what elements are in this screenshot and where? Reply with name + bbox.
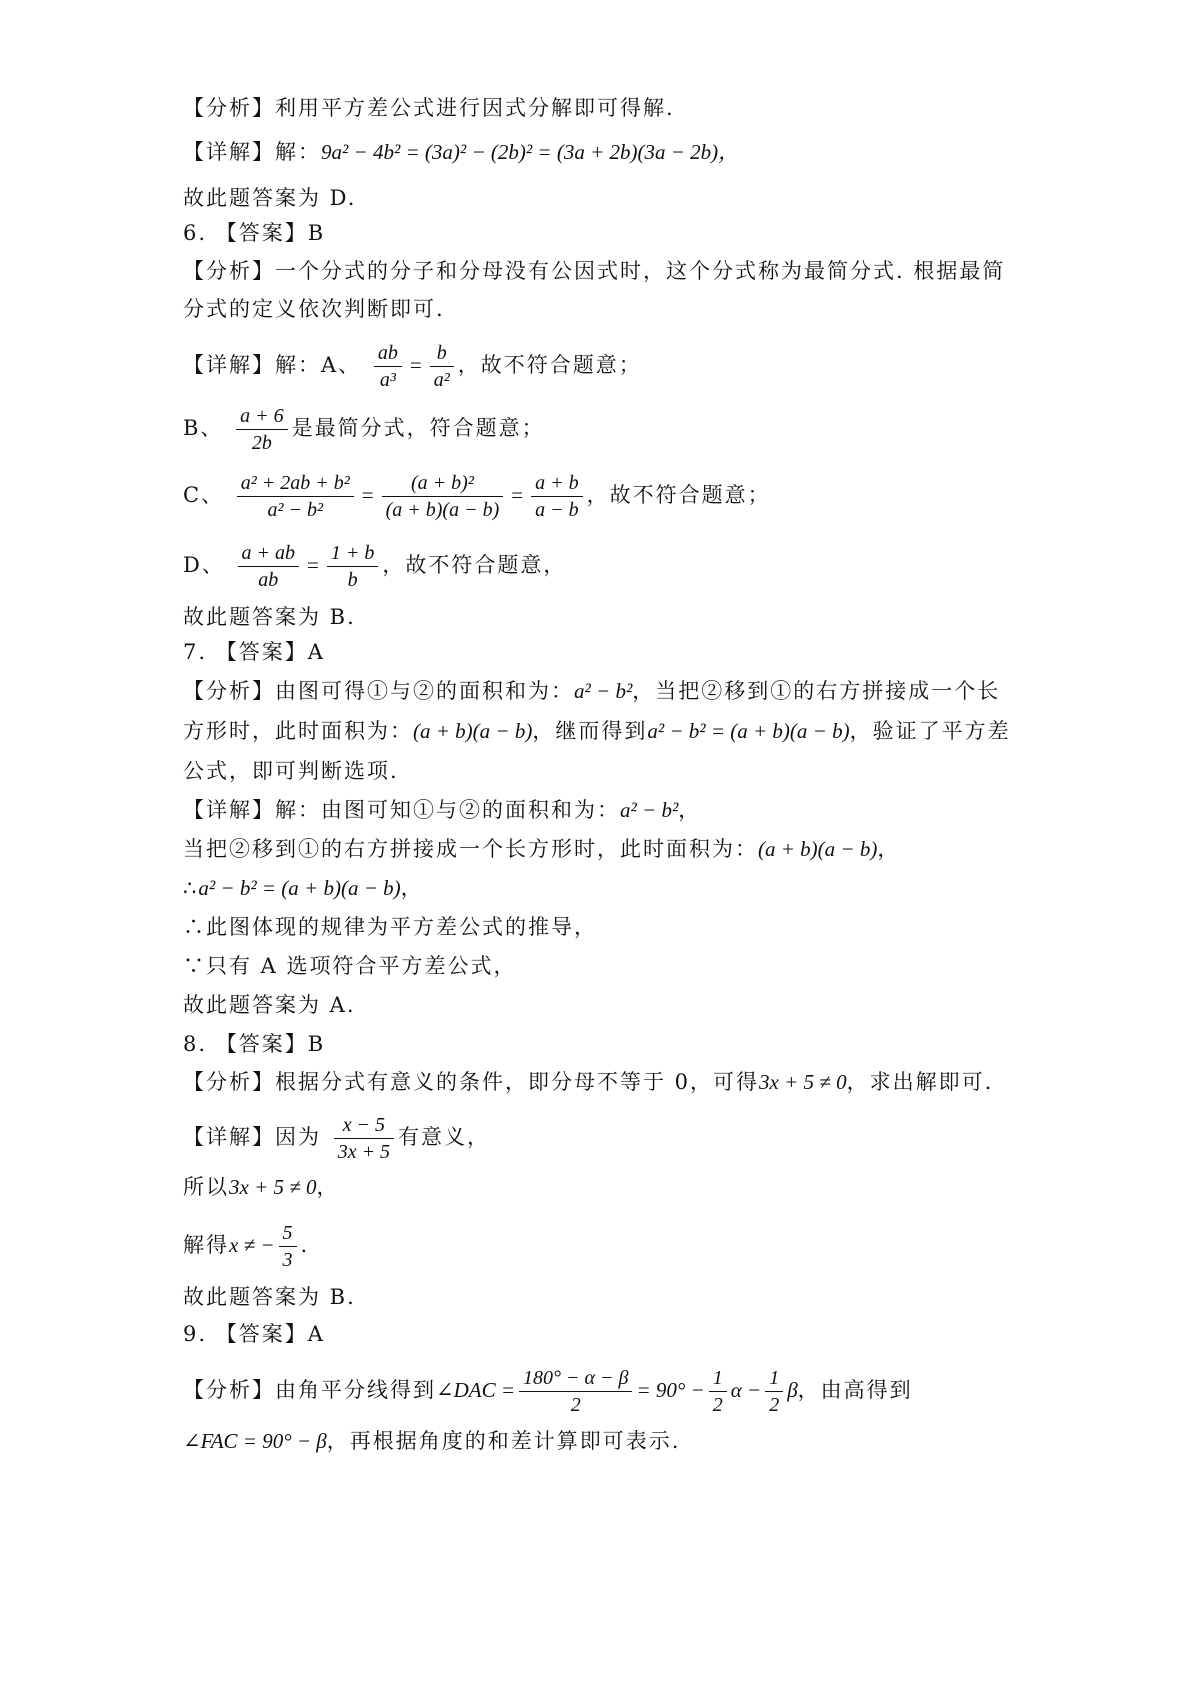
text-line: 方形时，此时面积为：(a + b)(a − b)，继而得到a² − b² = (a + b)(a − b)，验证了平方差 (183, 719, 1011, 743)
text-line: ∵只有 A 选项符合平方差公式， (183, 954, 517, 978)
fraction: $\frac{a + ab}{ab}$ (238, 540, 300, 593)
fraction: $\frac{5}{3}$ (279, 1220, 297, 1273)
fraction: $\frac{180^\circ - \alpha - \beta}{2}$ (519, 1365, 632, 1418)
text-line: 【详解】因为 $\frac{x - 5}{3x + 5}$ 有意义， (183, 1114, 491, 1163)
fraction: $\frac{a + 6}{2b}$ (236, 403, 288, 456)
text-line: 所以3x + 5 ≠ 0， (183, 1175, 340, 1199)
fraction: $\frac{b}{\text{a²}}$ (430, 340, 454, 393)
text-line: 【详解】解：9a² − 4b² = (3a)² − (2b)² = (3a + 2b)(3a − 2b)， (183, 140, 740, 164)
fraction: $\frac{\text{(a + b)²}}{(a + b)(a - b)}$ (382, 470, 504, 523)
text-line: 【分析】一个分式的分子和分母没有公因式时，这个分式称为最简分式. 根据最简 (183, 259, 1006, 283)
question-answer: 7. 【答案】A (183, 640, 325, 664)
fraction: $\frac{a + b}{a - b}$ (531, 470, 583, 523)
fraction: $\frac{x - 5}{3x + 5}$ (334, 1112, 394, 1165)
text-line: ∠FAC = 90° − β，再根据角度的和差计算即可表示. (183, 1429, 681, 1453)
text-line: ∴此图体现的规律为平方差公式的推导， (183, 915, 597, 939)
text-line: 故此题答案为 D. (183, 186, 357, 210)
text-line: 分式的定义依次判断即可. (183, 297, 445, 321)
text-line: ∴a² − b² = (a + b)(a − b)， (183, 876, 424, 900)
question-answer: 6. 【答案】B (183, 221, 326, 245)
text-line: 当把②移到①的右方拼接成一个长方形时，此时面积为：(a + b)(a − b)， (183, 837, 901, 861)
text-line: 【分析】由图可得①与②的面积和为：a² − b²，当把②移到①的右方拼接成一个长 (183, 679, 1001, 703)
fraction: $\frac{1 + b}{b}$ (327, 540, 379, 593)
formula: 9a² − 4b² = (3a)² − (2b)² = (3a + 2b)(3a − 2b)， (321, 140, 740, 164)
text-line: 公式，即可判断选项. (183, 759, 399, 783)
text-line: 故此题答案为 B. (183, 1285, 356, 1309)
text-line: 【分析】由角平分线得到∠DAC = $\frac{180^\circ - \alpha - \beta}{2}$ = 90° − $\frac{1}{2}$ α − $\frac{1}{2}$ β，由高得到 (183, 1367, 913, 1416)
text-line: 【分析】利用平方差公式进行因式分解即可得解. (183, 96, 675, 120)
question-answer: 8. 【答案】B (183, 1032, 326, 1056)
text-line: 【详解】解：由图可知①与②的面积和为：a² − b²， (183, 798, 702, 822)
text-line: B、 $\frac{a + 6}{2b}$ 是最简分式，符合题意； (183, 405, 545, 454)
fraction: $\frac{ab}{\text{a³}}$ (374, 340, 402, 393)
text-line: 故此题答案为 B. (183, 605, 356, 629)
text-line: 【详解】解：A、 $\frac{ab}{\text{a³}}$ = $\frac{b}{\text{a²}}$ ，故不符合题意； (183, 342, 642, 391)
text-line: 解得x ≠ − $\frac{5}{3}$ . (183, 1222, 310, 1271)
question-answer: 9. 【答案】A (183, 1322, 325, 1346)
text-line: C、 $\frac{\text{a² + 2ab + b²}}{\text{a² − b²}}$ = $\frac{\text{(a + b)²}}{(a + b)(a - b)}$ = $\frac{a + b}{a - b}$ ，故不符合题意； (183, 472, 771, 521)
text-line: D、 $\frac{a + ab}{ab}$ = $\frac{1 + b}{b}$ ，故不符合题意， (183, 542, 567, 591)
fraction: $\frac{1}{2}$ (765, 1365, 783, 1418)
text-line: 【分析】根据分式有意义的条件，即分母不等于 0，可得3x + 5 ≠ 0，求出解即可. (183, 1070, 994, 1094)
fraction: $\frac{1}{2}$ (709, 1365, 727, 1418)
fraction: $\frac{\text{a² + 2ab + b²}}{\text{a² − b²}}$ (237, 470, 354, 523)
text-line: 故此题答案为 A. (183, 993, 356, 1017)
